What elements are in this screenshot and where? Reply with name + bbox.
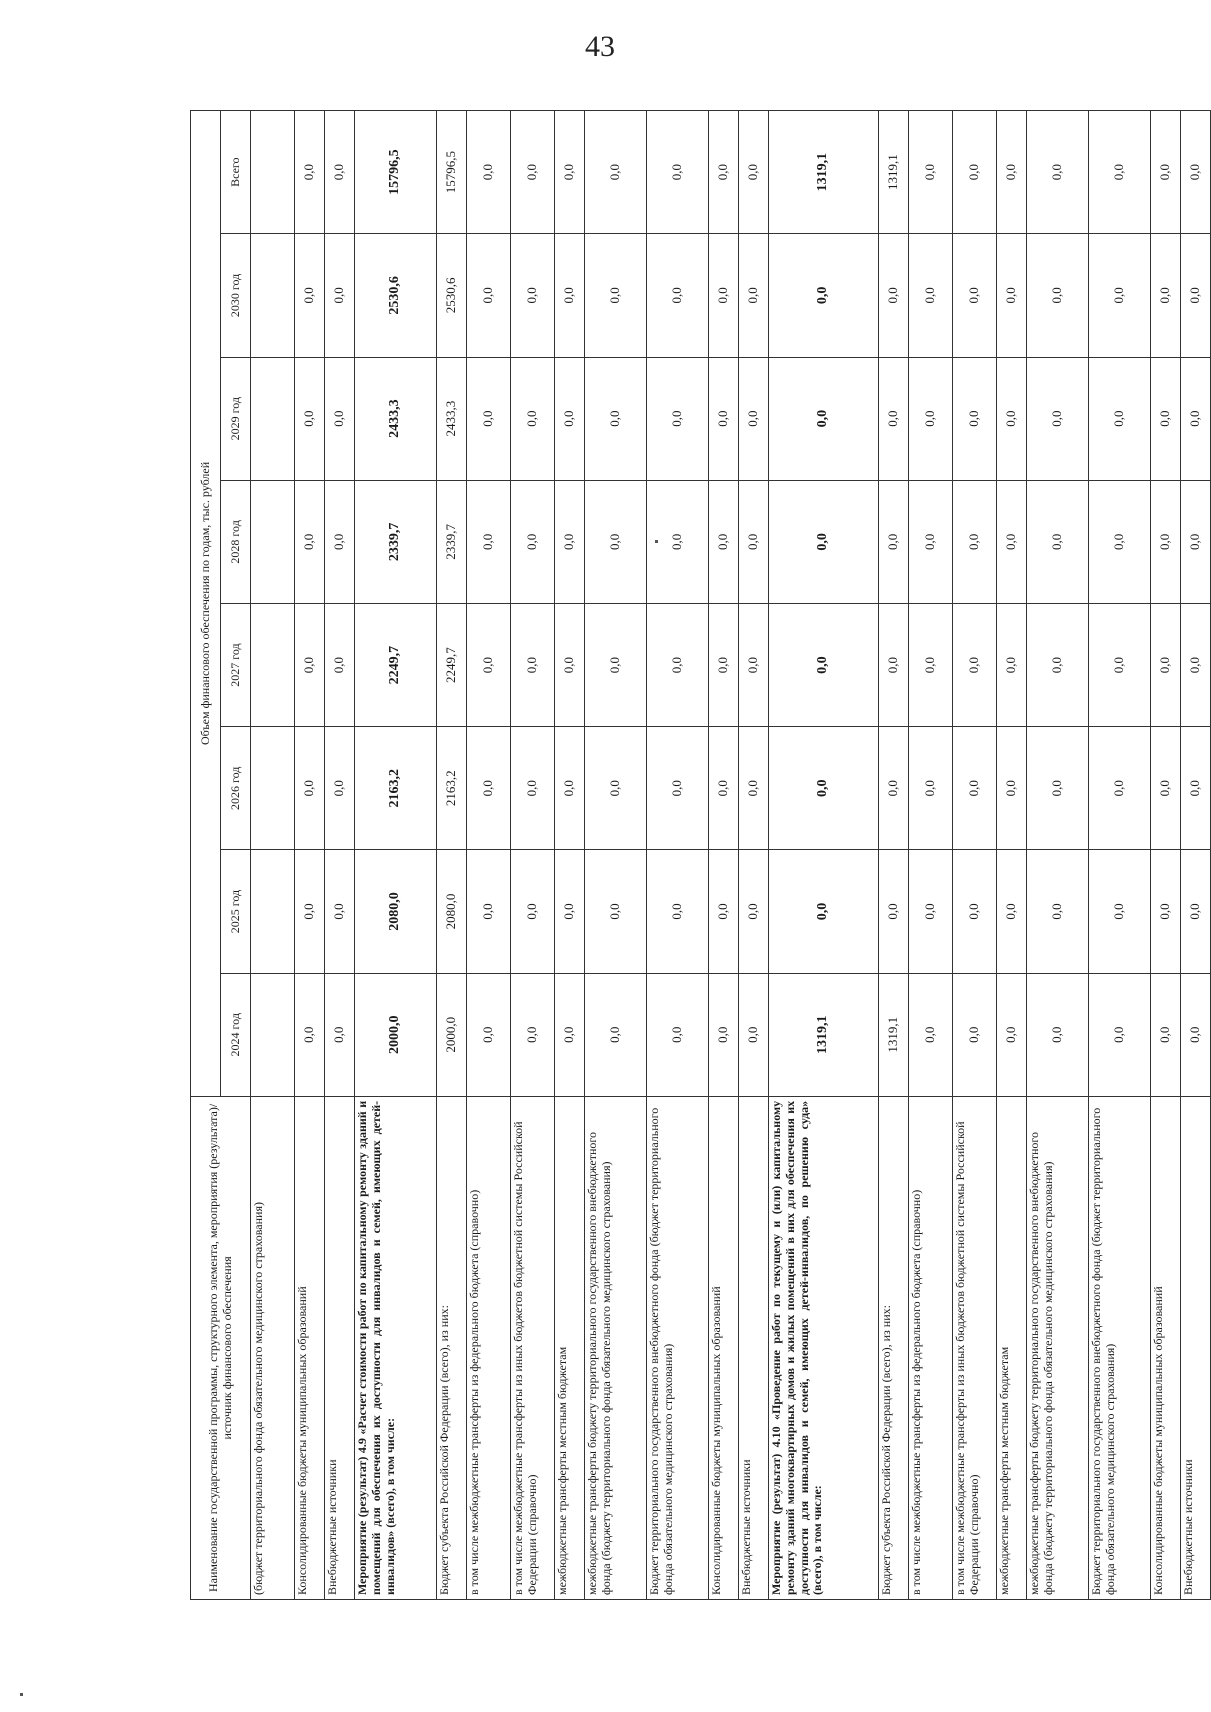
row-value-cell: 2000,0 xyxy=(355,973,437,1096)
row-value-cell xyxy=(251,357,295,480)
row-value-cell: 0,0 xyxy=(585,480,647,603)
row-value-cell: 2249,7 xyxy=(355,603,437,726)
table-row xyxy=(251,111,295,1600)
row-value-cell: 0,0 xyxy=(1181,480,1211,603)
row-value-cell: 0,0 xyxy=(1151,850,1181,973)
row-value-cell xyxy=(251,850,295,973)
row-value-cell: 0,0 xyxy=(511,727,555,850)
row-value-cell: 0,0 xyxy=(953,603,997,726)
row-value-cell: 0,0 xyxy=(585,727,647,850)
table-row xyxy=(647,111,709,1600)
header-volume-title: Объем финансового обеспечения по годам, тыс. рублей xyxy=(191,111,221,1097)
row-value-cell: 1319,1 xyxy=(769,973,879,1096)
row-value-cell: 0,0 xyxy=(1181,357,1211,480)
row-total-cell: 0,0 xyxy=(739,111,769,234)
row-value-cell: 0,0 xyxy=(295,357,325,480)
row-value-cell: 0,0 xyxy=(467,973,511,1096)
row-name-cell: в том числе межбюджетные трансферты из федерального бюджета (справочно) xyxy=(909,1096,953,1599)
row-value-cell: 0,0 xyxy=(909,603,953,726)
row-value-cell: 0,0 xyxy=(769,357,879,480)
row-value-cell: 0,0 xyxy=(325,603,355,726)
row-value-cell: 0,0 xyxy=(555,850,585,973)
row-value-cell: 0,0 xyxy=(879,727,909,850)
row-value-cell: 0,0 xyxy=(511,480,555,603)
row-value-cell xyxy=(251,973,295,1096)
row-value-cell: 0,0 xyxy=(1027,727,1089,850)
row-value-cell: 0,0 xyxy=(909,234,953,357)
row-value-cell: 1319,1 xyxy=(879,973,909,1096)
row-value-cell: 0,0 xyxy=(585,973,647,1096)
row-name-cell: Бюджет территориального государственного внебюджетного фонда (бюджет территориального фонда обязательного медицинского страхования) xyxy=(647,1096,709,1599)
row-value-cell: 2433,3 xyxy=(355,357,437,480)
row-value-cell: 0,0 xyxy=(647,234,709,357)
row-value-cell: 0,0 xyxy=(1181,973,1211,1096)
row-value-cell: 0,0 xyxy=(295,850,325,973)
header-year: 2024 год xyxy=(221,973,251,1096)
row-name-cell: Внебюджетные источники xyxy=(325,1096,355,1599)
row-value-cell: 2339,7 xyxy=(437,480,467,603)
row-total-cell: 0,0 xyxy=(295,111,325,234)
row-value-cell: 2339,7 xyxy=(355,480,437,603)
row-name-cell: в том числе межбюджетные трансферты из иных бюджетов бюджетной системы Российской Федерации (справочно) xyxy=(953,1096,997,1599)
row-total-cell: 0,0 xyxy=(585,111,647,234)
row-value-cell: 0,0 xyxy=(555,727,585,850)
row-value-cell: 2080,0 xyxy=(355,850,437,973)
row-value-cell: 0,0 xyxy=(879,850,909,973)
row-total-cell: 0,0 xyxy=(909,111,953,234)
row-total-cell: 0,0 xyxy=(1181,111,1211,234)
header-row-1 xyxy=(191,111,221,1600)
row-value-cell: 0,0 xyxy=(953,727,997,850)
table-row xyxy=(769,111,879,1600)
row-value-cell: 0,0 xyxy=(769,850,879,973)
header-year: 2028 год xyxy=(221,480,251,603)
row-value-cell: 0,0 xyxy=(325,727,355,850)
row-value-cell: 0,0 xyxy=(709,727,739,850)
row-total-cell: 0,0 xyxy=(1089,111,1151,234)
scan-dot xyxy=(20,1693,23,1696)
row-value-cell: 0,0 xyxy=(511,850,555,973)
row-value-cell: 0,0 xyxy=(997,727,1027,850)
row-value-cell: 0,0 xyxy=(997,480,1027,603)
row-name-cell: межбюджетные трансферты бюджету территориального государственного внебюджетного фонда (бюджету территориального фонда обязательного медицинского страхования) xyxy=(1027,1096,1089,1599)
row-value-cell: 2530,6 xyxy=(355,234,437,357)
row-value-cell: 0,0 xyxy=(325,850,355,973)
row-value-cell: 0,0 xyxy=(709,234,739,357)
row-name-cell: Бюджет субъекта Российской Федерации (всего), из них: xyxy=(879,1096,909,1599)
table-row xyxy=(1089,111,1151,1600)
row-total-cell: 0,0 xyxy=(511,111,555,234)
row-value-cell: 0,0 xyxy=(647,480,709,603)
table-row xyxy=(953,111,997,1600)
row-value-cell: 0,0 xyxy=(709,973,739,1096)
row-value-cell: 0,0 xyxy=(739,234,769,357)
row-total-cell: 0,0 xyxy=(325,111,355,234)
header-year: 2029 год xyxy=(221,357,251,480)
row-total-cell: 0,0 xyxy=(953,111,997,234)
row-value-cell: 0,0 xyxy=(997,973,1027,1096)
header-year: 2026 год xyxy=(221,727,251,850)
row-total-cell: 0,0 xyxy=(1027,111,1089,234)
row-name-cell: Консолидированные бюджеты муниципальных образований xyxy=(709,1096,739,1599)
row-value-cell: 0,0 xyxy=(295,603,325,726)
row-value-cell: 0,0 xyxy=(1027,234,1089,357)
row-value-cell: 0,0 xyxy=(953,480,997,603)
row-value-cell: 0,0 xyxy=(1089,727,1151,850)
page-number: 43 xyxy=(585,30,615,63)
row-name-cell: межбюджетные трансферты бюджету территориального государственного внебюджетного фонда (бюджету территориального фонда обязательного медицинского страхования) xyxy=(585,1096,647,1599)
row-name-cell: Консолидированные бюджеты муниципальных образований xyxy=(1151,1096,1181,1599)
row-value-cell: 0,0 xyxy=(997,234,1027,357)
table-row xyxy=(1027,111,1089,1600)
row-value-cell: 2433,3 xyxy=(437,357,467,480)
row-value-cell: 0,0 xyxy=(555,357,585,480)
row-value-cell: 2163,2 xyxy=(437,727,467,850)
row-total-cell: 0,0 xyxy=(709,111,739,234)
row-value-cell: 0,0 xyxy=(467,727,511,850)
row-value-cell xyxy=(251,480,295,603)
row-value-cell: 0,0 xyxy=(467,603,511,726)
table-row xyxy=(1151,111,1181,1600)
row-value-cell: 0,0 xyxy=(739,480,769,603)
row-value-cell: 0,0 xyxy=(1181,727,1211,850)
row-value-cell: 0,0 xyxy=(555,234,585,357)
table-row xyxy=(467,111,511,1600)
header-year: 2025 год xyxy=(221,850,251,973)
header-year: 2030 год xyxy=(221,234,251,357)
row-value-cell: 0,0 xyxy=(585,603,647,726)
row-value-cell: 2080,0 xyxy=(437,850,467,973)
row-value-cell: 0,0 xyxy=(769,727,879,850)
row-value-cell: 0,0 xyxy=(511,234,555,357)
row-value-cell xyxy=(251,727,295,850)
row-value-cell: 2249,7 xyxy=(437,603,467,726)
row-value-cell: 0,0 xyxy=(647,850,709,973)
row-value-cell: 0,0 xyxy=(739,973,769,1096)
row-value-cell: 0,0 xyxy=(647,603,709,726)
row-value-cell: 0,0 xyxy=(739,727,769,850)
table-row xyxy=(997,111,1027,1600)
row-total-cell: 1319,1 xyxy=(879,111,909,234)
row-value-cell: 0,0 xyxy=(585,357,647,480)
row-value-cell: 0,0 xyxy=(769,480,879,603)
row-value-cell: 0,0 xyxy=(325,480,355,603)
row-value-cell: 0,0 xyxy=(467,357,511,480)
row-value-cell: 0,0 xyxy=(879,357,909,480)
row-value-cell: 0,0 xyxy=(879,603,909,726)
row-value-cell: 0,0 xyxy=(467,234,511,357)
row-value-cell: 0,0 xyxy=(909,973,953,1096)
row-name-cell: Мероприятие (результат) 4.10 «Проведение работ по текущему и (или) капитальному ремонту зданий многоквартирных домов и жилых помещений в них для обеспечения их доступности для инвалидов и семей, имеющих детей-инвалидов, по решению суда» (всего), в том числе: xyxy=(769,1096,879,1599)
row-value-cell: 0,0 xyxy=(555,603,585,726)
row-value-cell: 0,0 xyxy=(1181,603,1211,726)
row-value-cell: 0,0 xyxy=(1151,603,1181,726)
row-value-cell xyxy=(251,603,295,726)
row-value-cell: 0,0 xyxy=(1151,357,1181,480)
row-value-cell: 0,0 xyxy=(739,850,769,973)
row-value-cell xyxy=(251,234,295,357)
row-value-cell: 0,0 xyxy=(295,480,325,603)
row-value-cell: 0,0 xyxy=(555,480,585,603)
row-value-cell: 0,0 xyxy=(1089,234,1151,357)
row-value-cell: 0,0 xyxy=(879,234,909,357)
row-value-cell: 0,0 xyxy=(739,603,769,726)
row-value-cell: 0,0 xyxy=(325,357,355,480)
row-value-cell: 0,0 xyxy=(739,357,769,480)
row-value-cell: 0,0 xyxy=(1089,973,1151,1096)
row-value-cell: 2163,2 xyxy=(355,727,437,850)
row-value-cell: 0,0 xyxy=(953,357,997,480)
row-value-cell: 0,0 xyxy=(1089,850,1151,973)
row-value-cell: 0,0 xyxy=(1027,973,1089,1096)
row-value-cell: 0,0 xyxy=(555,973,585,1096)
row-total-cell: 0,0 xyxy=(647,111,709,234)
row-name-cell: межбюджетные трансферты местным бюджетам xyxy=(555,1096,585,1599)
table-row xyxy=(709,111,739,1600)
table-row xyxy=(555,111,585,1600)
table-row xyxy=(879,111,909,1600)
row-value-cell: 0,0 xyxy=(709,603,739,726)
row-total-cell: 0,0 xyxy=(467,111,511,234)
row-value-cell: 0,0 xyxy=(909,850,953,973)
table-row xyxy=(585,111,647,1600)
row-value-cell: 0,0 xyxy=(325,973,355,1096)
row-name-cell: Мероприятие (результат) 4.9 «Расчет стоимости работ по капитальному ремонту зданий и помещений для обеспечения их доступности для инвалидов и семей, имеющих детей-инвалидов» (всего), в том числе: xyxy=(355,1096,437,1599)
row-value-cell: 0,0 xyxy=(647,727,709,850)
row-value-cell: 0,0 xyxy=(585,234,647,357)
row-name-cell: Внебюджетные источники xyxy=(1181,1096,1211,1599)
row-total-cell: 0,0 xyxy=(1151,111,1181,234)
table-body xyxy=(251,111,1211,1600)
row-value-cell: 0,0 xyxy=(709,480,739,603)
row-value-cell: 0,0 xyxy=(647,973,709,1096)
row-total-cell xyxy=(251,111,295,234)
row-value-cell: 0,0 xyxy=(1089,480,1151,603)
row-name-cell: в том числе межбюджетные трансферты из федерального бюджета (справочно) xyxy=(467,1096,511,1599)
header-name-column: Наименование государственной программы, структурного элемента, мероприятия (результата)/источник финансового обеспечения xyxy=(191,1096,251,1599)
row-value-cell: 0,0 xyxy=(769,603,879,726)
table-row xyxy=(909,111,953,1600)
row-value-cell: 0,0 xyxy=(1151,973,1181,1096)
row-name-cell: Бюджет субъекта Российской Федерации (всего), из них: xyxy=(437,1096,467,1599)
row-value-cell: 0,0 xyxy=(295,727,325,850)
table-row xyxy=(511,111,555,1600)
row-value-cell: 0,0 xyxy=(467,850,511,973)
row-value-cell: 2000,0 xyxy=(437,973,467,1096)
row-value-cell: 0,0 xyxy=(1151,480,1181,603)
row-value-cell: 0,0 xyxy=(1027,850,1089,973)
row-value-cell: 0,0 xyxy=(325,234,355,357)
row-value-cell: 0,0 xyxy=(709,850,739,973)
row-value-cell: 0,0 xyxy=(909,357,953,480)
row-value-cell: 0,0 xyxy=(647,357,709,480)
row-value-cell: 0,0 xyxy=(879,480,909,603)
row-name-cell: в том числе межбюджетные трансферты из иных бюджетов бюджетной системы Российской Федерации (справочно) xyxy=(511,1096,555,1599)
row-value-cell: 0,0 xyxy=(709,357,739,480)
row-value-cell: 0,0 xyxy=(909,480,953,603)
row-value-cell: 0,0 xyxy=(295,973,325,1096)
row-value-cell: 0,0 xyxy=(1089,603,1151,726)
row-value-cell: 0,0 xyxy=(997,850,1027,973)
row-value-cell: 0,0 xyxy=(585,850,647,973)
row-value-cell: 0,0 xyxy=(295,234,325,357)
row-value-cell: 0,0 xyxy=(511,603,555,726)
row-value-cell: 0,0 xyxy=(909,727,953,850)
header-total: Всего xyxy=(221,111,251,234)
row-value-cell: 0,0 xyxy=(997,603,1027,726)
row-value-cell: 0,0 xyxy=(1027,357,1089,480)
row-name-cell: (бюджет территориального фонда обязательного медицинского страхования) xyxy=(251,1096,295,1599)
table-row xyxy=(325,111,355,1600)
table-row xyxy=(295,111,325,1600)
row-value-cell: 0,0 xyxy=(953,234,997,357)
row-value-cell: 0,0 xyxy=(1027,603,1089,726)
row-total-cell: 0,0 xyxy=(997,111,1027,234)
row-name-cell: межбюджетные трансферты местным бюджетам xyxy=(997,1096,1027,1599)
row-name-cell: Внебюджетные источники xyxy=(739,1096,769,1599)
row-name-cell: Консолидированные бюджеты муниципальных образований xyxy=(295,1096,325,1599)
row-value-cell: 2530,6 xyxy=(437,234,467,357)
row-value-cell: 0,0 xyxy=(1181,234,1211,357)
rotated-table-container xyxy=(190,110,1203,1600)
row-value-cell: 0,0 xyxy=(1027,480,1089,603)
table-row xyxy=(355,111,437,1600)
row-value-cell: 0,0 xyxy=(467,480,511,603)
row-value-cell: 0,0 xyxy=(953,973,997,1096)
row-value-cell: 0,0 xyxy=(511,973,555,1096)
row-total-cell: 1319,1 xyxy=(769,111,879,234)
row-value-cell: 0,0 xyxy=(511,357,555,480)
row-value-cell: 0,0 xyxy=(1151,727,1181,850)
row-value-cell: 0,0 xyxy=(997,357,1027,480)
row-value-cell: 0,0 xyxy=(1089,357,1151,480)
table-row xyxy=(739,111,769,1600)
table-row xyxy=(1181,111,1211,1600)
row-value-cell: 0,0 xyxy=(1151,234,1181,357)
row-value-cell: 0,0 xyxy=(769,234,879,357)
row-value-cell: 0,0 xyxy=(953,850,997,973)
row-total-cell: 15796,5 xyxy=(355,111,437,234)
row-total-cell: 15796,5 xyxy=(437,111,467,234)
row-name-cell: Бюджет территориального государственного внебюджетного фонда (бюджет территориального фонда обязательного медицинского страхования) xyxy=(1089,1096,1151,1599)
row-total-cell: 0,0 xyxy=(555,111,585,234)
row-value-cell: 0,0 xyxy=(1181,850,1211,973)
table-row xyxy=(437,111,467,1600)
header-year: 2027 год xyxy=(221,603,251,726)
financing-table xyxy=(190,110,1211,1600)
